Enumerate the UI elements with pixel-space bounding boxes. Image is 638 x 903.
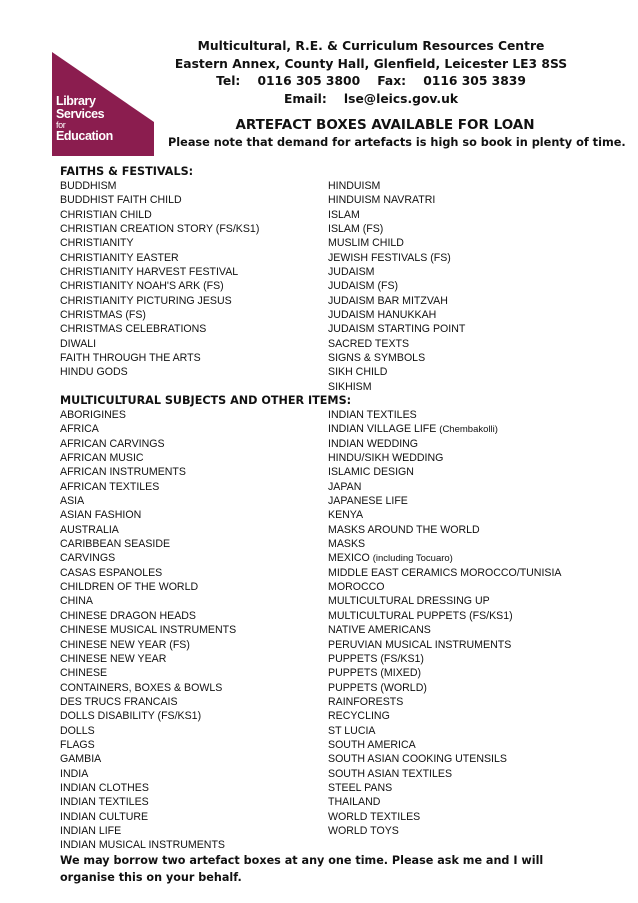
list-item: CHRISTIANITY PICTURING JESUS: [60, 294, 232, 307]
list-item: CHILDREN OF THE WORLD: [60, 581, 199, 594]
list-item: SACRED TEXTS: [328, 337, 410, 350]
contact-header: [165, 38, 577, 108]
logo-line-services: Services: [56, 107, 105, 121]
list-item: MULTICULTURAL PUPPETS (FS/KS1): [328, 609, 513, 622]
list-item: PUPPETS (MIXED): [328, 667, 422, 680]
list-item: AFRICA: [60, 423, 99, 436]
list-item: HINDUISM NAVRATRI: [328, 194, 436, 207]
list-item: CARVINGS: [60, 552, 116, 565]
list-item: THAILAND: [328, 796, 381, 809]
list-item: CHRISTMAS CELEBRATIONS: [60, 323, 207, 336]
list-item: JUDAISM: [328, 266, 375, 279]
list-item: MEXICO (including Tocuaro): [328, 552, 453, 565]
list-item: AUSTRALIA: [60, 523, 119, 536]
list-item: MUSLIM CHILD: [328, 237, 404, 250]
list-item: ASIA: [60, 495, 85, 508]
page-title: ARTEFACT BOXES AVAILABLE FOR LOAN: [235, 117, 535, 133]
list-item: DOLLS: [60, 724, 95, 737]
list-item: BUDDHISM: [60, 180, 117, 192]
list-item: MOROCCO: [328, 581, 385, 594]
faiths-heading: FAITHS & FESTIVALS:: [60, 165, 194, 178]
faiths-list-left: [60, 179, 259, 380]
list-item: ISLAM: [328, 208, 360, 221]
list-item: WORLD TEXTILES: [328, 810, 421, 823]
list-item: KENYA: [328, 509, 364, 522]
list-item: ISLAMIC DESIGN: [328, 466, 414, 479]
list-item: JUDAISM HANUKKAH: [328, 309, 437, 322]
header-email: Email: lse@leics.gov.uk: [283, 91, 459, 106]
list-item: BUDDHIST FAITH CHILD: [60, 194, 182, 207]
list-item: SIGNS & SYMBOLS: [328, 352, 426, 365]
list-item: MASKS: [328, 538, 366, 551]
list-item: AFRICAN MUSIC: [60, 452, 144, 465]
footer-note: We may borrow two artefact boxes at any one time. Please ask me and I will organise this on your behalf.: [60, 854, 544, 884]
list-item: PERUVIAN MUSICAL INSTRUMENTS: [328, 638, 512, 651]
list-item: CONTAINERS, BOXES & BOWLS: [60, 681, 223, 694]
list-item: CHRISTIANITY HARVEST FESTIVAL: [60, 266, 239, 279]
list-item: GAMBIA: [60, 753, 102, 766]
list-item: INDIAN WEDDING: [328, 437, 419, 450]
header-address: Eastern Annex, County Hall, Glenfield, Leicester LE3 8SS: [174, 56, 568, 71]
list-item: INDIAN LIFE: [60, 824, 122, 837]
list-item: SOUTH AMERICA: [328, 738, 416, 751]
list-item: CHINESE: [60, 667, 108, 680]
list-item: CASAS ESPANOLES: [60, 566, 163, 579]
list-item: INDIAN CLOTHES: [60, 781, 149, 794]
list-item: PUPPETS (WORLD): [328, 681, 427, 694]
page-subtitle: Please note that demand for artefacts is high so book in plenty of time.: [168, 136, 626, 149]
list-item: MASKS AROUND THE WORLD: [328, 523, 480, 536]
list-item: SIKHISM: [328, 380, 372, 393]
list-item: MULTICULTURAL DRESSING UP: [328, 595, 490, 608]
header-centre-name: Multicultural, R.E. & Curriculum Resources Centre: [197, 39, 545, 53]
list-item: INDIA: [60, 767, 89, 780]
list-item: CHRISTIANITY EASTER: [60, 251, 179, 264]
library-services-logo: [52, 52, 154, 156]
list-item: AFRICAN TEXTILES: [60, 480, 160, 493]
list-item: RAINFORESTS: [328, 695, 404, 708]
list-item: CHRISTIAN CHILD: [60, 208, 152, 221]
list-item: HINDU/SIKH WEDDING: [328, 452, 444, 465]
list-item: CHINA: [60, 595, 93, 608]
list-item: SOUTH ASIAN COOKING UTENSILS: [328, 753, 507, 766]
list-item: FLAGS: [60, 738, 95, 751]
list-item: INDIAN CULTURE: [60, 810, 149, 823]
logo-line-for: for: [56, 120, 66, 130]
list-item: JUDAISM (FS): [328, 280, 399, 293]
list-item: DOLLS DISABILITY (FS/KS1): [60, 710, 202, 723]
list-item: INDIAN TEXTILES: [328, 409, 417, 421]
list-item: SOUTH ASIAN TEXTILES: [328, 767, 453, 780]
list-item: CHINESE NEW YEAR: [60, 652, 167, 665]
list-item: CHINESE NEW YEAR (FS): [60, 638, 190, 651]
list-item: ST LUCIA: [328, 724, 376, 737]
list-item: ASIAN FASHION: [60, 509, 142, 522]
list-item: JAPAN: [328, 480, 362, 493]
list-item: AFRICAN INSTRUMENTS: [60, 466, 186, 479]
list-item: HINDU GODS: [60, 366, 128, 379]
list-item: JUDAISM BAR MITZVAH: [328, 294, 448, 307]
list-item: PUPPETS (FS/KS1): [328, 652, 424, 665]
list-item: CHINESE MUSICAL INSTRUMENTS: [60, 624, 237, 637]
multicultural-list-left: [60, 408, 236, 853]
list-item: DIWALI: [60, 337, 97, 350]
list-item: STEEL PANS: [328, 781, 393, 794]
logo-line-education: Education: [56, 129, 113, 143]
list-item: JEWISH FESTIVALS (FS): [328, 251, 451, 264]
list-item: CHRISTIANITY: [60, 237, 134, 250]
list-item: WORLD TOYS: [328, 824, 399, 837]
faiths-list-right: [328, 179, 465, 394]
list-item: AFRICAN CARVINGS: [60, 437, 165, 450]
list-item: INDIAN VILLAGE LIFE (Chembakolli): [328, 423, 498, 436]
list-item: ISLAM (FS): [328, 223, 384, 236]
list-item: RECYCLING: [328, 710, 390, 723]
list-item: FAITH THROUGH THE ARTS: [60, 352, 201, 365]
logo-line-library: Library: [56, 94, 96, 108]
multicultural-heading: MULTICULTURAL SUBJECTS AND OTHER ITEMS:: [60, 394, 352, 407]
list-item: INDIAN MUSICAL INSTRUMENTS: [60, 839, 225, 852]
list-item: NATIVE AMERICANS: [328, 624, 431, 637]
list-item: JUDAISM STARTING POINT: [328, 323, 466, 336]
list-item: CHRISTIAN CREATION STORY (FS/KS1): [60, 223, 260, 236]
list-item: MIDDLE EAST CERAMICS MOROCCO/TUNISIA: [328, 566, 562, 579]
list-item: SIKH CHILD: [328, 366, 388, 379]
list-item: DES TRUCS FRANCAIS: [60, 695, 178, 708]
list-item: CHINESE DRAGON HEADS: [60, 609, 196, 622]
list-item: JAPANESE LIFE: [328, 495, 408, 508]
list-item: CARIBBEAN SEASIDE: [60, 538, 171, 551]
multicultural-list-right: [328, 408, 561, 838]
list-item: CHRISTMAS (FS): [60, 309, 146, 322]
list-item: INDIAN TEXTILES: [60, 796, 149, 809]
header-phone-fax: Tel: 0116 305 3800 Fax: 0116 305 3839: [216, 74, 526, 88]
list-item: ABORIGINES: [60, 409, 126, 421]
list-item: CHRISTIANITY NOAH'S ARK (FS): [60, 280, 224, 293]
list-item: HINDUISM: [328, 180, 381, 192]
